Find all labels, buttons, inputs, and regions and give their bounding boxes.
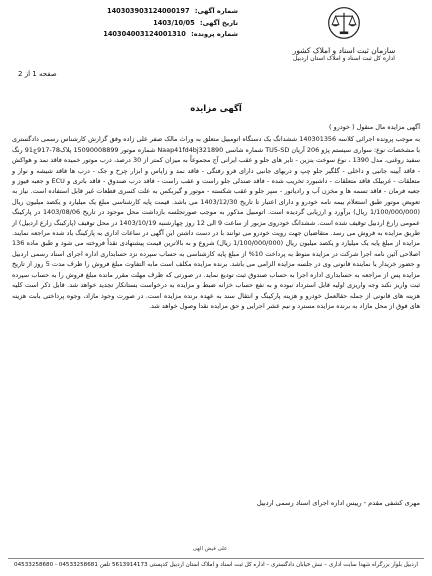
page-title: آگهی مزایده [190, 104, 242, 114]
file-number-label: شماره پرونده: [191, 30, 238, 38]
scales-of-justice-icon [327, 6, 361, 40]
notice-date-row [108, 18, 238, 30]
body-paragraph: آگهی مزایده مال منقول ( خودرو ) [329, 123, 420, 131]
notice-number-label: شماره آگهی: [194, 7, 238, 15]
org-name: سازمان ثبت اسناد و املاک کشور [292, 46, 396, 55]
notice-meta [103, 6, 238, 41]
notice-date: 1403/10/05 [153, 18, 195, 27]
signature-line: مهری کشفی مقدم - رییس اداره اجرای اسناد رسمی اردبیل [256, 499, 420, 507]
body-paragraph: به موجب پرونده اجرائی کلاسه 140301356 ششدانگ یک دستگاه اتومبیل متعلق به وراث مالک صفر علی زاده وفق گزارش کارشناس رسمی دادگستری با مشخصات نوع: سواری سیستم پژو 206 آریان TU5-SD شماره شاسی Naap41fd4bj321890 شماره موتور 15090008899 پلاک78-917ج91 رنگ سفید روغنی، مدل 1390 ، نوع سوخت بنزین - تایر های جلو و عقب ایرانی آج مجموعاً به میزان کمتر از 30 درصد، درب موتور خمیده فاقد نمد و هواکش - فاقد آیینه جانبی و داخلی - گلگیر جلو چپ و دربهای جانبی دارای فرو رفتگی - فاقد نمد و زاپاس و ابزار چرخ و جک - درب ها فاقد شیشه و نوار و متعلقات - غربیلک فاقد متعلقات - داشبورد تخریب شده - فاقد صندلی جلو راست و عقب راست - فاقد درب صندوق - فاقد باتری و ECU و جعبه فیوز و جعبه فرمان - فاقد تسمه ها و مخزن آب و رادیاتور - سپر جلو و عقب شکسته - موتور و گیربکس به علت کسری قطعات غیر قابل استفاده است. نیاز به تعویض موتور طبق استعلام بیمه نامه خودرو و دارای اعتبار تا تاریخ 1403/12/30 می باشد. قیمت پایه کارشناسی مبلغ یک میلیارد و یکصد میلیون ریال (1/100/000/000 ریال) برآورد و ارزیابی گردیده است. اتومبیل مذکور به موجب صورتجلسه بازداشت محل موجود در تاریخ 1403/08/06 در پارکینگ عمومی زارع اردبیل توقیف شده است. ششدانگ خودروی مزبور از ساعت 9 الی 12 روز چهارشنبه 1403/10/19 در محل توقیف (پارکینگ زارع اردبیل) از طریق مزایده به فروش می رسد. متقاضیان جهت رویت خودرو می توانند با در دست داشتن این آگهی در ساعات اداری به پارکینگ یاد شده مراجعه نمایند. مزایده از مبلغ پایه یک میلیارد و یکصد میلیون ریال (1/100/000/000 ریال) شروع و به بالاترین قیمت پیشنهادی نقداً فروخته می شود و طبق ماده 136 اصلاحی آئین نامه اجرا شرکت در مزایده منوط به پرداخت 10% از مبلغ پایه کارشناسی به حساب سپرده نزد حسابداری اداره اجرای اسناد رسمی اردبیل و حضور خریدار یا نماینده قانونی وی در جلسه مزایده الزامی می باشد. برنده مزایده مکلف است مابه التفاوت مبلغ فروش را ظرف مدت 5 روز از تاریخ مزایده پس از مراجعه به حسابداری اداره اجرا به حساب صندوق ثبت تودیع نماید. در صورتی که ظرف مهلت مقرر مانده مبلغ فروش را به حساب سپرده ثبت واریز نکند وجه واریزی اولیه قابل استرداد نبوده و به نفع حساب خزانه ضبط و مزایده به درخواست بستانکار تجدید خواهد شد. قابل ذکر است کلیه هزینه های قانونی از جمله حقالعمل خودرو و هزینه پارکینگ و انتقال سند به عهده برنده مزایده است. در صورت وجود مازاد، وجوه پرداختی بابت هزینه های فوق از محل مازاد به برنده مزایده مسترد و نیم عشر اجرایی و حق مزایده نقدا وصول خواهد شد. [11, 135, 421, 310]
notice-body [12, 122, 420, 313]
file-number: 140304003124001310 [103, 30, 186, 38]
page-indicator: صفحه 1 از 2 [18, 70, 57, 78]
notice-number: 140303903124000197 [106, 7, 190, 15]
dept-name: اداره کل ثبت اسناد و املاک استان اردبیل [293, 55, 395, 62]
signature-small: علی فیض الهی [192, 546, 228, 552]
file-number-row [103, 29, 238, 41]
notice-date-label: تاریخ آگهی: [199, 18, 238, 27]
page-footer: اردبیل بلوار بزرگراه شهدا سایت اداری – نبش خیابان دادگستری – اداره کل ثبت اسناد و املاک استان اردبیل کدپستی 5613914173 تلفن 04533258681 - 04533258680 [8, 558, 424, 568]
header-emblem-block [264, 6, 424, 68]
notice-number-row [108, 6, 238, 18]
